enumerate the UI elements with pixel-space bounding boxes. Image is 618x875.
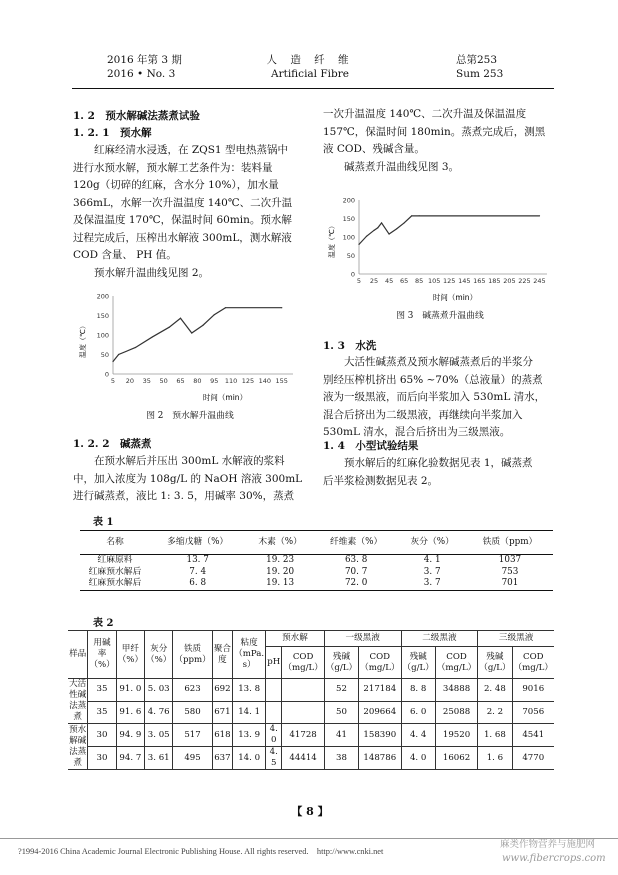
table2-label: 表 2 [93,618,114,629]
fig2-ytick-label: 0 [104,370,109,379]
left-paragraph-3: 在预水解后并压出 300mL 水解液的浆料 中，加入浓度为 108g/L 的 NaOH 溶液 300mL 进行碱蒸煮，液比 1: 3. 5，用碱率 30%，蒸煮 [73,455,303,502]
fig2-ytick-label: 150 [96,312,109,320]
right-paragraph-3: 大活性碱蒸煮及预水解碱蒸煮后的半浆分 别经压榨机挤出 65% ~70%（总液量）的蒸煮 液为一级黑液，而后向半浆加入 530mL 清水， 混合后挤出为二级黑液，再继续向半浆加入 530mL 清水，混合后挤出为三级黑液。 [323,356,546,438]
section-1-4-heading: 1. 4 小型试验结果 [323,440,419,452]
header-issue-en: 2016 • No. 3 [107,68,176,80]
fig3-data-point [381,222,382,223]
fig3-data-point [411,215,412,216]
fig3-xtick-label: 245 [533,277,546,285]
fig2-xtick-label: 95 [210,377,219,385]
fig3-xtick-label: 105 [427,277,441,285]
fig2-data-point [135,347,136,348]
fig3-xtick-label: 165 [473,277,486,285]
header-rule [72,88,554,89]
table-row: 红麻原料 13. 7 19. 23 63. 8 4. 1 1037 [97,555,522,565]
fig2-chart [75,282,305,404]
header-journal-cn: 人 造 纤 维 [266,54,354,66]
table-row: 30 94. 7 3. 61 495 637 14. 0 4. 5 44414 38 148786 4. 0 16062 1. 6 4770 [68,747,554,770]
fig3-chart [325,192,555,304]
table-row: 预水解碱法蒸煮 30 94. 9 3. 05 517 618 13. 9 4. 0 41728 41 158390 4. 4 19520 1. 68 4541 [68,724,554,747]
fig2-xtick-label: 80 [193,377,202,385]
watermark-url: www.fibercrops.com [502,853,606,864]
table1-label: 表 1 [93,517,114,528]
header-sum-en: Sum 253 [456,68,504,80]
watermark-text-cn: 麻类作物营养与施肥网 [500,839,596,850]
fig3-data-point [366,236,367,237]
fig3-xtick-label: 45 [384,277,394,285]
fig3-xtick-label: 65 [399,277,409,285]
fig3-data-point [388,233,389,234]
table2-header-row-2: pH COD（mg/L） 残碱（g/L） COD（mg/L） 残碱（g/L） COD（mg/L） 残碱（g/L） COD（mg/L） [68,647,554,679]
section-1-2-2-heading: 1. 2. 2 碱蒸煮 [73,438,152,450]
table1-header-row: 名称 多缩戊糖（%） 木素（%） 纤维素（%） 灰分（%） 铁质（ppm） [80,531,553,555]
table2-header-row-1: 样品 用碱率（%） 甲纤（%） 灰分（%） 铁质（ppm） 聚合度 粘度（mPa. s） 预水解 一级黑液 二级黑液 三级黑液 [68,631,554,647]
fig2-xtick-label: 5 [110,377,116,385]
header-issue-cn: 2016 年第 3 期 [107,54,182,66]
fig2-data-point [225,307,226,308]
fig2-xtick-label: 110 [224,377,238,385]
fig3-data-point [404,222,405,223]
fig2-data-point [112,361,113,362]
right-paragraph-4: 预水解后的红麻化验数据见表 1，碱蒸煮 后半浆检测数据见表 2。 [323,457,533,487]
fig3-caption: 图 3 碱蒸煮升温曲线 [396,311,484,321]
fig3-ytick-label: 200 [342,196,355,205]
fig3-xtick-label: 205 [503,277,516,285]
fig3-ytick-label: 0 [350,270,355,279]
fig3-xtick-label: 85 [415,277,424,285]
section-1-2-1-heading: 1. 2. 1 预水解 [73,127,152,139]
fig3-ytick-label: 150 [342,215,355,223]
fig2-data-point [169,327,170,328]
fig3-data-point [419,215,420,216]
fig2-data-point [152,336,153,337]
fig2-xtick-label: 155 [275,377,288,385]
table-row: 35 91. 6 4. 76 580 671 14. 1 50 209664 6. 0 25088 2. 2 7056 [68,701,554,724]
fig3-ylabel: 温度（℃） [328,222,336,258]
fig3-data-point [539,215,540,216]
fig3-xtick-label: 225 [518,277,531,285]
fig2-caption: 图 2 预水解升温曲线 [146,411,234,421]
fig3-ytick-label: 50 [346,252,355,260]
fig2-ytick-label: 200 [96,292,109,301]
fig2-xtick-label: 20 [125,377,135,385]
fig3-xtick-label: 5 [356,277,362,285]
header-journal-en: Artificial Fibre [271,68,349,80]
fig3-data-point [377,227,378,228]
fig2-ylabel: 温度（℃） [79,322,87,358]
fig3-xtick-label: 125 [443,277,456,285]
fig2-xtick-label: 65 [176,377,185,385]
section-1-3-heading: 1. 3 水洗 [323,340,377,352]
fig3-xtick-label: 25 [369,277,379,285]
left-paragraph-1: 红麻经清水浸透，在 ZQS1 型电热蒸锅中 进行水预水解，预水解工艺条件为：装料量 120g（切碎的红麻，含水分 10%），加水量 366mL，水解一次升温温度 140℃、二次升温 及保温温度 170℃，保温时间 60min。预水解 过程完成后，压榨出水解液 300mL，测水解液 COD 含量、 PH 值。 预水解升温曲线见图 2。 [73,144,293,279]
table-row: 红麻预水解后 7. 4 19. 20 70. 7 3. 7 753 [88,566,519,577]
section-1-2-heading: 1. 2 预水解碱法蒸煮试验 [73,110,200,122]
fig3-xtick-label: 185 [488,277,501,285]
fig2-data-point [191,332,192,333]
fig3-series-line [359,216,539,244]
fig3-data-point [373,230,374,231]
fig3-ytick-label: 100 [342,233,355,242]
right-paragraph-1: 一次升温温度 140℃、二次升温及保温温度 157℃，保温时间 180min。蒸煮完成后，测黑 液 COD、残碱含量。 碱蒸煮升温曲线见图 3。 [323,108,546,173]
fig2-data-point [180,318,181,319]
fig2-xlabel: 时间（min） [202,393,248,402]
fig2-ytick-label: 100 [96,331,109,340]
table-row: 红麻预水解后 6. 8 19. 13 72. 0 3. 7 701 [80,578,553,590]
fig3-data-point [358,244,359,245]
fig2-data-point [281,307,282,308]
fig2-data-point [118,354,119,355]
fig2-xtick-label: 50 [159,377,168,385]
fig2-data-point [202,325,203,326]
fig2-ytick-label: 50 [100,351,109,359]
fig2-series-line [113,308,282,362]
fig3-data-point [396,228,397,229]
footer-copyright: ?1994-2016 China Academic Journal Electronic Publishing House. All rights reserved. http://www.cnki.net [18,847,384,856]
fig2-data-point [214,314,215,315]
table-1 [80,530,553,591]
fig2-xtick-label: 125 [241,377,255,385]
fig3-xtick-label: 145 [458,277,471,285]
table-row: 大活性碱法蒸煮 35 91. 0 5. 03 623 692 13. 8 52 217184 8. 8 34888 2. 48 9016 [68,679,554,702]
fig2-xtick-label: 35 [142,377,151,385]
fig2-xtick-label: 140 [258,377,272,385]
table-2 [68,630,554,770]
fig3-xlabel: 时间（min） [432,293,478,302]
header-sum-cn: 总第253 [456,54,498,66]
page-number: 【 8 】 [291,805,329,818]
